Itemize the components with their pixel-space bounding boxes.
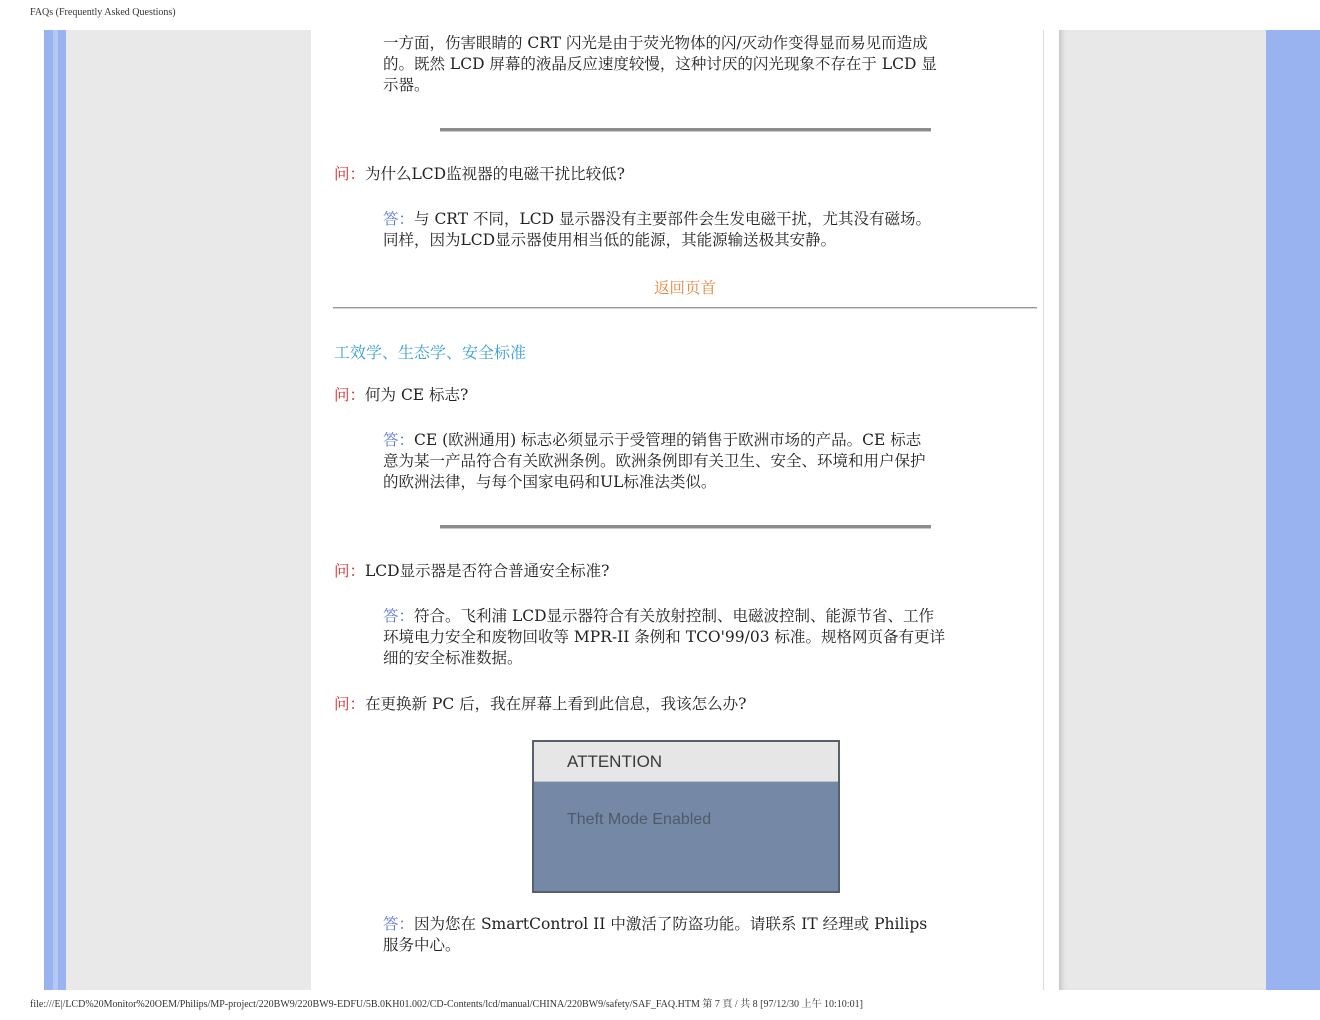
question-2 bbox=[334, 385, 468, 406]
right-divider bbox=[1043, 30, 1060, 990]
answer-text: CE (欧洲通用) 标志必须显示于受管理的销售于欧洲市场的产品。CE 标志 bbox=[414, 431, 922, 449]
intro-line-1: 一方面，伤害眼睛的 CRT 闪光是由于荧光物体的闪/灭动作变得显而易见而造成 bbox=[383, 34, 928, 52]
section-title[interactable]: 工效学、生态学、安全标准 bbox=[334, 343, 527, 362]
question-label: 问： bbox=[334, 386, 366, 404]
intro-line-2: 的。既然 LCD 屏幕的液晶反应速度较慢，这种讨厌的闪光现象不存在于 LCD 显 bbox=[383, 55, 937, 73]
answer-4-line-1 bbox=[383, 914, 927, 935]
question-label: 问： bbox=[334, 695, 366, 713]
question-label: 问： bbox=[334, 562, 366, 580]
dialog-title: ATTENTION bbox=[534, 742, 838, 782]
question-text: LCD显示器是否符合普通安全标准? bbox=[365, 562, 610, 580]
attention-dialog-image bbox=[532, 740, 840, 893]
answer-3-line-3: 细的安全标准数据。 bbox=[383, 649, 523, 667]
dialog-message: Theft Mode Enabled bbox=[567, 811, 712, 828]
answer-label: 答： bbox=[383, 210, 415, 228]
page-header-title: FAQs (Frequently Asked Questions) bbox=[30, 7, 176, 18]
answer-text: 因为您在 SmartControl II 中激活了防盗功能。请联系 IT 经理或 Philips bbox=[414, 915, 928, 933]
question-1 bbox=[334, 164, 625, 185]
answer-2-line-2: 意为某一产品符合有关欧洲条例。欧洲条例即有关卫生、安全、环境和用户保护 bbox=[383, 452, 926, 470]
answer-label: 答： bbox=[383, 431, 415, 449]
section-divider bbox=[333, 307, 1037, 309]
answer-text: 符合。飞利浦 LCD显示器符合有关放射控制、电磁波控制、能源节省、工作 bbox=[414, 607, 935, 625]
left-blue-band bbox=[44, 30, 53, 990]
question-4 bbox=[334, 694, 746, 715]
answer-3-line-1 bbox=[383, 606, 934, 627]
page-footer-path: file:///E|/LCD%20Monitor%20OEM/Philips/MP-project/220BW9/220BW9-EDFU/5B.0KH01.002/CD-Contents/lcd/manual/CHINA/220BW9/safety/SAF_FAQ.HTM 第 7 頁 / 共 8 [97/12/30 上午 10:10:01] bbox=[30, 999, 863, 1010]
answer-4-line-2: 服务中心。 bbox=[383, 936, 461, 954]
question-text: 在更换新 PC 后，我在屏幕上看到此信息，我该怎么办? bbox=[365, 695, 747, 713]
answer-label: 答： bbox=[383, 915, 415, 933]
answer-2-line-1 bbox=[383, 430, 921, 451]
answer-1-line-2: 同样，因为LCD显示器使用相当低的能源，其能源输送极其安静。 bbox=[383, 231, 837, 249]
intro-line-3: 示器。 bbox=[383, 76, 430, 94]
answer-3-line-2: 环境电力安全和废物回收等 MPR-II 条例和 TCO'99/03 标准。规格网页备有更详 bbox=[383, 628, 945, 646]
question-text: 何为 CE 标志? bbox=[365, 386, 469, 404]
answer-text: 与 CRT 不同，LCD 显示器没有主要部件会生发电磁干扰，尤其没有磁场。 bbox=[414, 210, 931, 228]
answer-2-line-3: 的欧洲法律，与每个国家电码和UL标准法类似。 bbox=[383, 473, 717, 491]
back-to-top-link[interactable]: 返回页首 bbox=[654, 279, 717, 297]
question-text: 为什么LCD监视器的电磁干扰比较低? bbox=[365, 165, 625, 183]
short-divider bbox=[440, 525, 931, 529]
right-blue-band bbox=[1266, 30, 1320, 990]
question-label: 问： bbox=[334, 165, 366, 183]
right-gray-panel bbox=[1059, 30, 1266, 990]
question-3 bbox=[334, 561, 609, 582]
short-divider bbox=[440, 128, 931, 132]
answer-1-line-1 bbox=[383, 209, 931, 230]
left-blue-band-inner bbox=[58, 30, 66, 990]
left-gray-panel bbox=[66, 30, 311, 990]
answer-label: 答： bbox=[383, 607, 415, 625]
